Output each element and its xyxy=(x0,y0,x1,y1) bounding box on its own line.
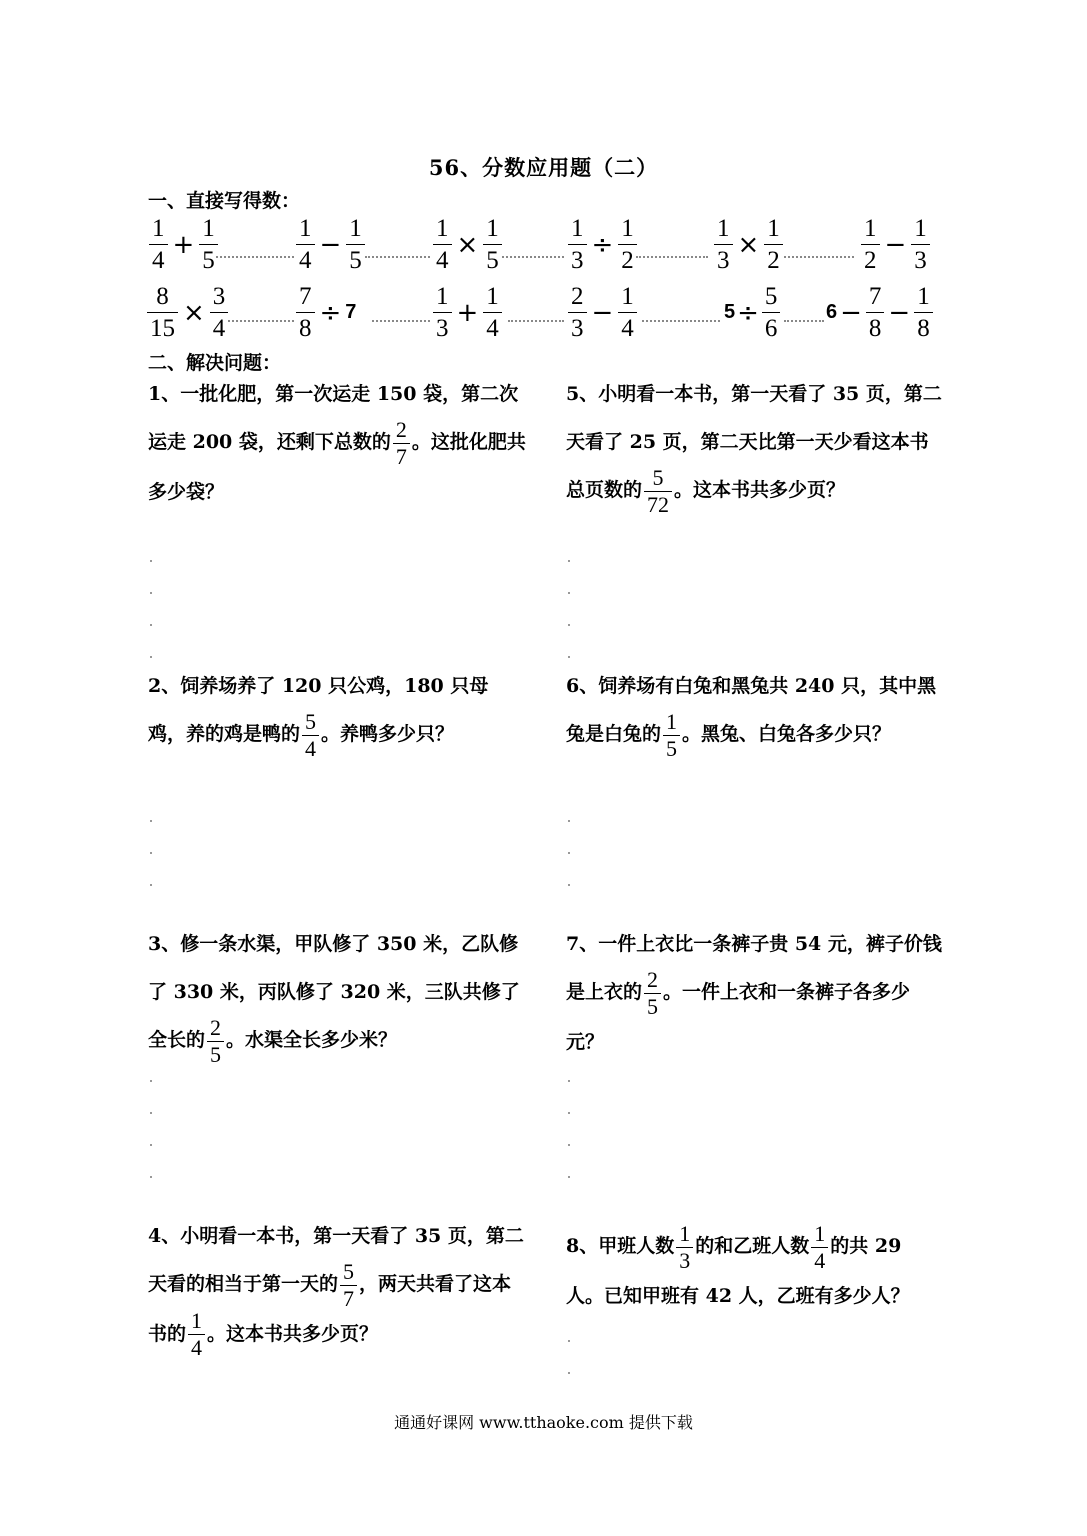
workspace-guide xyxy=(568,1340,570,1404)
workspace-guide xyxy=(150,1080,152,1208)
fraction: $\frac{1}{4}$ xyxy=(149,216,168,273)
calc-item: $\frac{2}{3}$ − $\frac{1}{4}$ xyxy=(567,284,638,341)
fraction: $\frac{7}{8}$ xyxy=(296,284,315,341)
calc-item: $\frac{1}{4}$ × $\frac{1}{5}$ xyxy=(432,216,503,273)
fraction: $\frac{1}{5}$ xyxy=(199,216,218,273)
workspace-guide xyxy=(568,820,570,916)
workspace-guide xyxy=(150,820,152,916)
fraction: $\frac{1}{4}$ xyxy=(433,216,452,273)
fraction: $\frac{1}{3}$ xyxy=(911,216,930,273)
fraction: $\frac{1}{2}$ xyxy=(764,216,783,273)
calc-item: $\frac{1}{2}$ − $\frac{1}{3}$ xyxy=(860,216,931,273)
calc-item: 6 − $\frac{7}{8}$ − $\frac{1}{8}$ xyxy=(826,284,934,341)
fraction: $\frac{2}{3}$ xyxy=(568,284,587,341)
fraction: $\frac{1}{3}$ xyxy=(714,216,733,273)
answer-line xyxy=(642,320,720,322)
calc-item: $\frac{1}{3}$ + $\frac{1}{4}$ xyxy=(432,284,503,341)
answer-line xyxy=(216,256,294,258)
answer-line xyxy=(502,256,564,258)
fraction: $\frac{1}{4}$ xyxy=(618,284,637,341)
answer-line xyxy=(228,320,294,322)
problem-5: 5、小明看一本书，第一天看了 35 页，第二天看了 25 页，第二天比第一天少看这本书总页数的 $\frac{5}{72}$ 。这本书共多少页？ xyxy=(566,383,942,517)
fraction: $\frac{1}{4}$ xyxy=(296,216,315,273)
fraction: $\frac{1}{3}$ xyxy=(676,1223,693,1272)
workspace-guide xyxy=(568,560,570,688)
fraction: $\frac{7}{8}$ xyxy=(866,284,885,341)
problem-2: 2、饲养场养了 120 只公鸡，180 只母鸡，养的鸡是鸭的 $\frac{5}{4}$ 。养鸭多少只？ xyxy=(148,675,489,761)
calc-item: $\frac{8}{15}$ × $\frac{3}{4}$ xyxy=(146,284,229,341)
fraction: $\frac{2}{5}$ xyxy=(644,969,661,1018)
fraction: $\frac{5}{4}$ xyxy=(302,711,319,760)
section-heading-mental-math: 一、直接写得数： xyxy=(148,190,301,212)
fraction: $\frac{1}{3}$ xyxy=(433,284,452,341)
answer-line xyxy=(508,320,564,322)
page-title: 56、分数应用题（二） xyxy=(428,155,659,180)
fraction: $\frac{1}{2}$ xyxy=(618,216,637,273)
answer-line xyxy=(365,256,430,258)
fraction: $\frac{1}{5}$ xyxy=(483,216,502,273)
calc-item: $\frac{1}{3}$ × $\frac{1}{2}$ xyxy=(713,216,784,273)
problem-3: 3、修一条水渠，甲队修了 350 米，乙队修了 330 米，丙队修了 320 米，三队共修了全长的 $\frac{2}{5}$ 。水渠全长多少米？ xyxy=(148,933,520,1067)
fraction: $\frac{1}{4}$ xyxy=(188,1310,205,1359)
fraction: $\frac{1}{2}$ xyxy=(861,216,880,273)
fraction: $\frac{1}{5}$ xyxy=(663,711,680,760)
answer-line xyxy=(636,256,708,258)
calc-item: $\frac{1}{4}$ + $\frac{1}{5}$ xyxy=(148,216,219,273)
section-heading-word-problems: 二、解决问题： xyxy=(148,352,282,374)
fraction: $\frac{2}{5}$ xyxy=(207,1017,224,1066)
problem-8: 8、甲班人数 $\frac{1}{3}$ 的和乙班人数 $\frac{1}{4}$ 的共 29 人。已知甲班有 42 人，乙班有多少人？ xyxy=(566,1220,910,1307)
fraction: $\frac{1}{8}$ xyxy=(914,284,933,341)
fraction: $\frac{5}{72}$ xyxy=(644,467,672,516)
problem-6: 6、饲养场有白兔和黑兔共 240 只，其中黑兔是白兔的 $\frac{1}{5}$ 。黑兔、白兔各多少只？ xyxy=(566,675,937,761)
answer-line xyxy=(372,320,430,322)
fraction: $\frac{1}{4}$ xyxy=(811,1223,828,1272)
answer-line xyxy=(784,256,854,258)
fraction: $\frac{5}{6}$ xyxy=(762,284,781,341)
fraction: $\frac{5}{7}$ xyxy=(340,1261,357,1310)
calc-item: $\frac{1}{3}$ ÷ $\frac{1}{2}$ xyxy=(567,216,638,273)
fraction: $\frac{2}{7}$ xyxy=(393,419,410,468)
answer-line xyxy=(784,320,824,322)
fraction: $\frac{1}{3}$ xyxy=(568,216,587,273)
workspace-guide xyxy=(568,1080,570,1208)
fraction: $\frac{3}{4}$ xyxy=(210,284,229,341)
problem-4: 4、小明看一本书，第一天看了 35 页，第二天看的相当于第一天的 $\frac{5}{7}$ ，两天共看了这本书的 $\frac{1}{4}$ 。这本书共多少页？ xyxy=(148,1225,524,1360)
workspace-guide xyxy=(150,560,152,688)
problem-1: 1、一批化肥，第一次运走 150 袋，第二次运走 200 袋，还剩下总数的 $\frac{2}{7}$ 。这批化肥共多少袋？ xyxy=(148,383,526,503)
footer-source: 通通好课网 www.tthaoke.com 提供下载 xyxy=(394,1413,693,1432)
fraction: $\frac{8}{15}$ xyxy=(147,284,178,341)
calc-item: $\frac{1}{4}$ − $\frac{1}{5}$ xyxy=(295,216,366,273)
problem-7: 7、一件上衣比一条裤子贵 54 元，裤子价钱是上衣的 $\frac{2}{5}$ 。一件上衣和一条裤子各多少元？ xyxy=(566,933,942,1053)
calc-item: 5 ÷ $\frac{5}{6}$ xyxy=(724,284,781,341)
fraction: $\frac{1}{5}$ xyxy=(346,216,365,273)
calc-item: $\frac{7}{8}$ ÷ 7 xyxy=(295,284,356,341)
fraction: $\frac{1}{4}$ xyxy=(483,284,502,341)
